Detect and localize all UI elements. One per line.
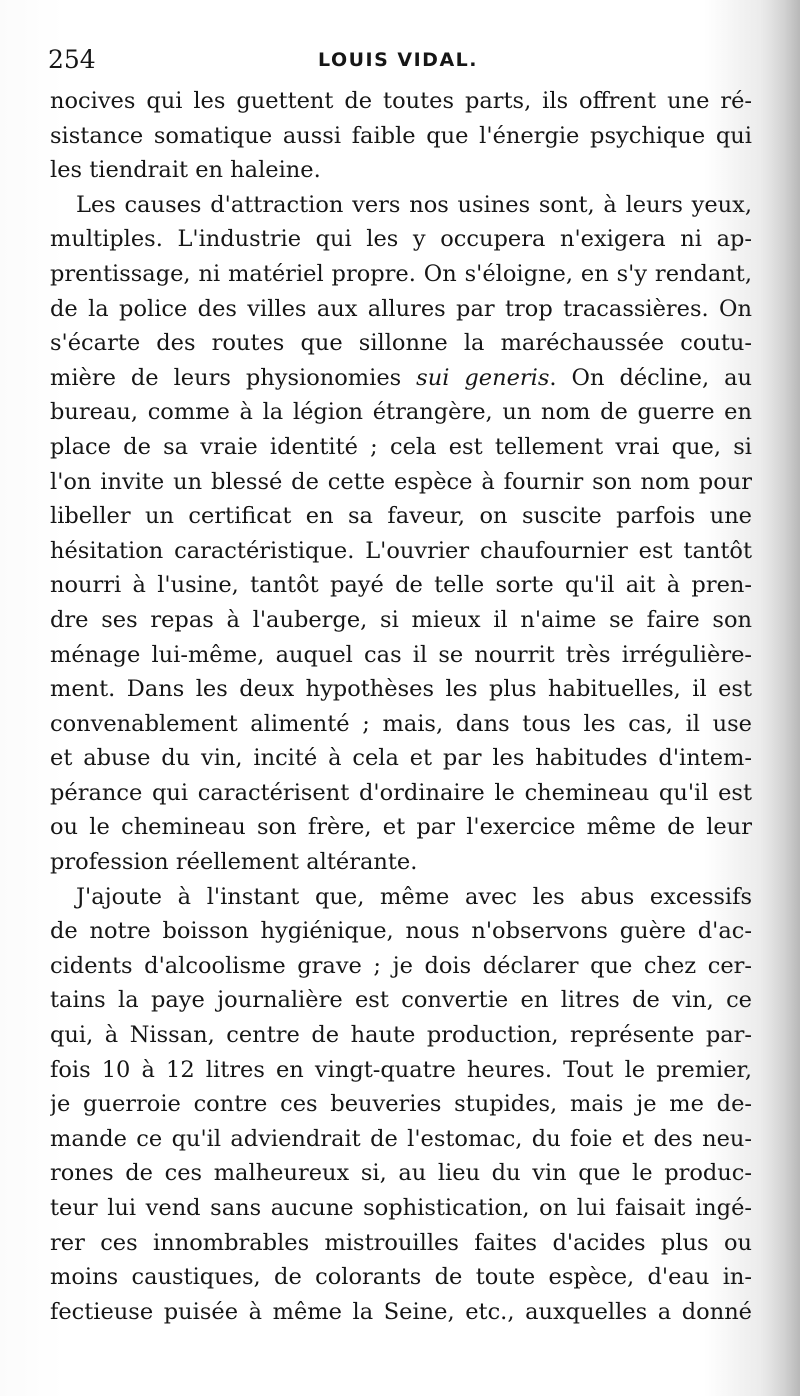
text-line: ou le chemineau son frère, et par l'exercice même de leur [50, 814, 752, 841]
text-segment: mière de leurs physionomies [50, 364, 402, 391]
text-line: profession réellement altérante. [50, 849, 418, 876]
text-line: moins caustiques, de colorants de toute espèce, d'eau in- [50, 1264, 752, 1291]
text-line: je guerroie contre ces beuveries stupides, mais je me de- [50, 1091, 752, 1118]
text-line: l'on invite un blessé de cette espèce à fournir son nom pour [50, 468, 752, 495]
running-head: LOUIS VIDAL. [318, 49, 478, 71]
text-line-with-italic [50, 361, 752, 396]
text-line: qui, à Nissan, centre de haute production, représente par- [50, 1022, 752, 1049]
text-line: rones de ces malheureux si, au lieu du vin que le produc- [50, 1160, 752, 1187]
text-line: tains la paye journalière est convertie en litres de vin, ce [50, 987, 752, 1014]
text-line: J'ajoute à l'instant que, même avec les abus excessifs [76, 883, 752, 910]
text-line: et abuse du vin, incité à cela et par les habitudes d'intem- [50, 745, 752, 772]
text-line: libeller un certificat en sa faveur, on suscite parfois une [50, 503, 752, 530]
text-line: s'écarte des routes que sillonne la maréchaussée coutu- [50, 330, 752, 357]
text-line: les tiendrait en haleine. [50, 157, 321, 184]
text-line: multiples. L'industrie qui les y occupera n'exigera ni ap- [50, 226, 752, 253]
text-line: rer ces innombrables mistrouilles faites d'acides plus ou [50, 1229, 752, 1256]
text-line: de la police des villes aux allures par trop tracassières. On [50, 295, 752, 322]
text-line: de notre boisson hygiénique, nous n'observons guère d'ac- [50, 918, 752, 945]
text-line: pérance qui caractérisent d'ordinaire le chemineau qu'il est [50, 779, 752, 806]
text-line: place de sa vraie identité ; cela est tellement vrai que, si [50, 433, 752, 460]
text-line: cidents d'alcoolisme grave ; je dois déclarer que chez cer- [50, 952, 752, 979]
page-edge-shadow [760, 0, 800, 1396]
text-line: dre ses repas à l'auberge, si mieux il n'aime se faire son [50, 606, 752, 633]
text-line: nocives qui les guettent de toutes parts, ils offrent une ré- [50, 88, 752, 114]
text-line: Les causes d'attraction vers nos usines sont, à leurs yeux, [76, 191, 752, 218]
body-text [50, 84, 752, 1329]
text-line: mande ce qu'il adviendrait de l'estomac, du foie et des neu- [50, 1125, 752, 1152]
italic-latin-phrase: sui generis [416, 364, 550, 391]
text-segment: . On décline, au [549, 364, 752, 391]
text-line: nourri à l'usine, tantôt payé de telle sorte qu'il ait à pren- [50, 572, 752, 599]
text-line: fois 10 à 12 litres en vingt-quatre heures. Tout le premier, [50, 1056, 752, 1083]
text-line: sistance somatique aussi faible que l'énergie psychique qui [50, 122, 752, 149]
text-line: bureau, comme à la légion étrangère, un nom de guerre en [50, 399, 752, 426]
text-line: ment. Dans les deux hypothèses les plus habituelles, il est [50, 676, 752, 703]
page-number: 254 [48, 45, 96, 74]
page-header [48, 40, 748, 80]
text-line: teur lui vend sans aucune sophistication, on lui faisait ingé- [50, 1195, 752, 1221]
text-line: ménage lui-même, auquel cas il se nourrit très irrégulière- [50, 641, 752, 668]
text-line: convenablement alimenté ; mais, dans tous les cas, il use [50, 710, 752, 737]
text-line: hésitation caractéristique. L'ouvrier chaufournier est tantôt [50, 537, 752, 564]
text-line: prentissage, ni matériel propre. On s'éloigne, en s'y rendant, [50, 260, 752, 287]
text-line: fectieuse puisée à même la Seine, etc., auxquelles a donné [50, 1298, 752, 1325]
